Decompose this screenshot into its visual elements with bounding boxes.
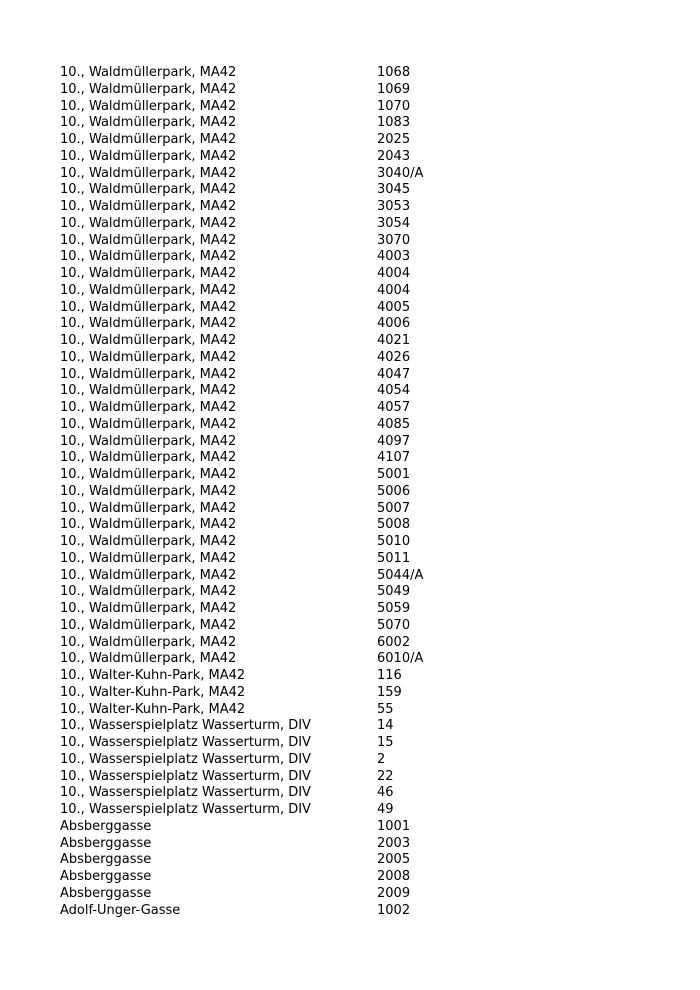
table-row	[60, 199, 660, 216]
location-name-cell: 10., Waldmüllerpark, MA42	[60, 65, 237, 80]
location-number-cell: 3045	[377, 182, 411, 198]
location-name-cell: 10., Waldmüllerpark, MA42	[60, 483, 237, 499]
table-row	[60, 517, 660, 534]
table-row	[60, 383, 660, 400]
table-row	[60, 149, 660, 166]
location-number-cell: 4026	[377, 349, 411, 365]
table-row	[60, 618, 660, 635]
location-number-cell: 2025	[377, 132, 411, 147]
location-name-cell: 10., Waldmüllerpark, MA42	[60, 115, 237, 131]
location-number-cell: 4004	[377, 266, 411, 281]
location-name-cell: Absberggasse	[60, 852, 152, 868]
location-name-cell: 10., Waldmüllerpark, MA42	[60, 567, 237, 583]
location-name-cell: 10., Waldmüllerpark, MA42	[60, 416, 237, 432]
table-row	[60, 785, 660, 802]
location-number-cell: 4004	[377, 282, 411, 298]
location-number-cell: 2005	[377, 852, 411, 868]
location-number-cell: 15	[377, 735, 394, 750]
table-row	[60, 467, 660, 484]
location-name-cell: 10., Waldmüllerpark, MA42	[60, 634, 237, 650]
location-name-cell: 10., Waldmüllerpark, MA42	[60, 249, 237, 265]
location-number-cell: 22	[377, 768, 394, 784]
table-row	[60, 501, 660, 518]
location-number-cell: 3054	[377, 215, 411, 231]
location-number-cell: 4057	[377, 400, 411, 415]
location-name-cell: 10., Waldmüllerpark, MA42	[60, 316, 237, 332]
table-row	[60, 635, 660, 652]
location-name-cell: 10., Waldmüllerpark, MA42	[60, 651, 237, 667]
location-name-cell: 10., Walter-Kuhn-Park, MA42	[60, 684, 246, 700]
location-number-cell: 5011	[377, 550, 411, 566]
location-number-cell: 49	[377, 802, 394, 817]
entries-table	[60, 65, 660, 919]
table-row	[60, 266, 660, 283]
location-name-cell: 10., Waldmüllerpark, MA42	[60, 81, 237, 97]
location-name-cell: Adolf-Unger-Gasse	[60, 902, 181, 918]
location-number-cell: 5001	[377, 467, 411, 482]
table-row	[60, 534, 660, 551]
table-row	[60, 702, 660, 719]
table-row	[60, 651, 660, 668]
location-number-cell: 5070	[377, 617, 411, 633]
location-name-cell: 10., Waldmüllerpark, MA42	[60, 366, 237, 382]
location-name-cell: Absberggasse	[60, 885, 152, 901]
location-name-cell: 10., Waldmüllerpark, MA42	[60, 400, 237, 415]
location-number-cell: 2003	[377, 835, 411, 851]
table-row	[60, 836, 660, 853]
location-number-cell: 5006	[377, 483, 411, 499]
location-number-cell: 4021	[377, 333, 411, 348]
location-number-cell: 1069	[377, 81, 411, 97]
table-row	[60, 802, 660, 819]
table-row	[60, 132, 660, 149]
location-name-cell: 10., Waldmüllerpark, MA42	[60, 266, 237, 281]
location-number-cell: 4006	[377, 316, 411, 332]
table-row	[60, 166, 660, 183]
table-row	[60, 568, 660, 585]
location-number-cell: 5010	[377, 534, 411, 549]
location-number-cell: 3070	[377, 232, 411, 248]
table-row	[60, 752, 660, 769]
table-row	[60, 886, 660, 903]
location-number-cell: 5044/A	[377, 567, 424, 583]
location-name-cell: 10., Waldmüllerpark, MA42	[60, 584, 237, 600]
location-name-cell: 10., Wasserspielplatz Wasserturm, DIV	[60, 802, 311, 817]
location-name-cell: 10., Waldmüllerpark, MA42	[60, 232, 237, 248]
location-number-cell: 4054	[377, 383, 411, 399]
location-number-cell: 4005	[377, 299, 411, 315]
table-row	[60, 584, 660, 601]
location-number-cell: 5049	[377, 584, 411, 600]
table-row	[60, 216, 660, 233]
location-name-cell: Absberggasse	[60, 835, 152, 851]
location-name-cell: 10., Waldmüllerpark, MA42	[60, 165, 237, 181]
table-row	[60, 718, 660, 735]
table-row	[60, 249, 660, 266]
table-row	[60, 182, 660, 199]
location-number-cell: 2	[377, 751, 386, 767]
location-number-cell: 4107	[377, 450, 411, 466]
location-number-cell: 5007	[377, 500, 411, 516]
location-name-cell: 10., Waldmüllerpark, MA42	[60, 467, 237, 482]
location-number-cell: 1083	[377, 115, 411, 131]
location-name-cell: 10., Waldmüllerpark, MA42	[60, 282, 237, 298]
location-name-cell: 10., Wasserspielplatz Wasserturm, DIV	[60, 735, 311, 750]
table-row	[60, 233, 660, 250]
location-name-cell: 10., Wasserspielplatz Wasserturm, DIV	[60, 785, 311, 801]
table-row	[60, 333, 660, 350]
location-name-cell: 10., Waldmüllerpark, MA42	[60, 132, 237, 147]
table-row	[60, 769, 660, 786]
location-name-cell: 10., Wasserspielplatz Wasserturm, DIV	[60, 718, 311, 734]
location-number-cell: 2043	[377, 148, 411, 164]
location-name-cell: 10., Waldmüllerpark, MA42	[60, 215, 237, 231]
location-name-cell: 10., Waldmüllerpark, MA42	[60, 500, 237, 516]
location-name-cell: 10., Waldmüllerpark, MA42	[60, 433, 237, 449]
location-name-cell: 10., Waldmüllerpark, MA42	[60, 199, 237, 214]
location-name-cell: 10., Walter-Kuhn-Park, MA42	[60, 701, 246, 717]
location-name-cell: Absberggasse	[60, 818, 152, 834]
table-row	[60, 434, 660, 451]
table-row	[60, 65, 660, 82]
table-row	[60, 450, 660, 467]
table-row	[60, 367, 660, 384]
table-row	[60, 819, 660, 836]
location-name-cell: 10., Waldmüllerpark, MA42	[60, 148, 237, 164]
location-number-cell: 46	[377, 785, 394, 801]
location-name-cell: 10., Waldmüllerpark, MA42	[60, 517, 237, 533]
table-row	[60, 551, 660, 568]
location-number-cell: 2008	[377, 869, 411, 884]
location-name-cell: Absberggasse	[60, 869, 152, 884]
table-row	[60, 484, 660, 501]
table-row	[60, 668, 660, 685]
location-number-cell: 2009	[377, 885, 411, 901]
location-name-cell: 10., Waldmüllerpark, MA42	[60, 98, 237, 114]
location-number-cell: 6010/A	[377, 651, 424, 667]
location-number-cell: 6002	[377, 634, 411, 650]
location-name-cell: 10., Waldmüllerpark, MA42	[60, 534, 237, 549]
location-number-cell: 4047	[377, 366, 411, 382]
location-number-cell: 4085	[377, 416, 411, 432]
table-row	[60, 601, 660, 618]
table-row	[60, 400, 660, 417]
location-number-cell: 3040/A	[377, 165, 424, 181]
table-row	[60, 283, 660, 300]
table-row	[60, 417, 660, 434]
location-name-cell: 10., Waldmüllerpark, MA42	[60, 383, 237, 399]
table-row	[60, 869, 660, 886]
location-number-cell: 5059	[377, 601, 411, 616]
location-number-cell: 1002	[377, 902, 411, 918]
location-number-cell: 4003	[377, 249, 411, 265]
table-row	[60, 115, 660, 132]
table-row	[60, 300, 660, 317]
location-name-cell: 10., Wasserspielplatz Wasserturm, DIV	[60, 751, 311, 767]
table-row	[60, 903, 660, 920]
location-name-cell: 10., Waldmüllerpark, MA42	[60, 617, 237, 633]
location-number-cell: 159	[377, 684, 402, 700]
table-row	[60, 735, 660, 752]
table-row	[60, 99, 660, 116]
table-row	[60, 316, 660, 333]
location-name-cell: 10., Waldmüllerpark, MA42	[60, 349, 237, 365]
location-name-cell: 10., Waldmüllerpark, MA42	[60, 550, 237, 566]
location-name-cell: 10., Walter-Kuhn-Park, MA42	[60, 668, 246, 683]
table-row	[60, 82, 660, 99]
location-number-cell: 5008	[377, 517, 411, 533]
table-row	[60, 852, 660, 869]
location-number-cell: 14	[377, 718, 394, 734]
location-number-cell: 116	[377, 668, 402, 683]
location-number-cell: 4097	[377, 433, 411, 449]
table-row	[60, 685, 660, 702]
location-name-cell: 10., Waldmüllerpark, MA42	[60, 333, 237, 348]
location-number-cell: 1068	[377, 65, 411, 80]
location-number-cell: 55	[377, 701, 394, 717]
location-name-cell: 10., Wasserspielplatz Wasserturm, DIV	[60, 768, 311, 784]
location-number-cell: 1070	[377, 98, 411, 114]
location-name-cell: 10., Waldmüllerpark, MA42	[60, 182, 237, 198]
location-name-cell: 10., Waldmüllerpark, MA42	[60, 601, 237, 616]
location-name-cell: 10., Waldmüllerpark, MA42	[60, 450, 237, 466]
location-number-cell: 3053	[377, 199, 411, 214]
location-name-cell: 10., Waldmüllerpark, MA42	[60, 299, 237, 315]
table-row	[60, 350, 660, 367]
location-number-cell: 1001	[377, 818, 411, 834]
